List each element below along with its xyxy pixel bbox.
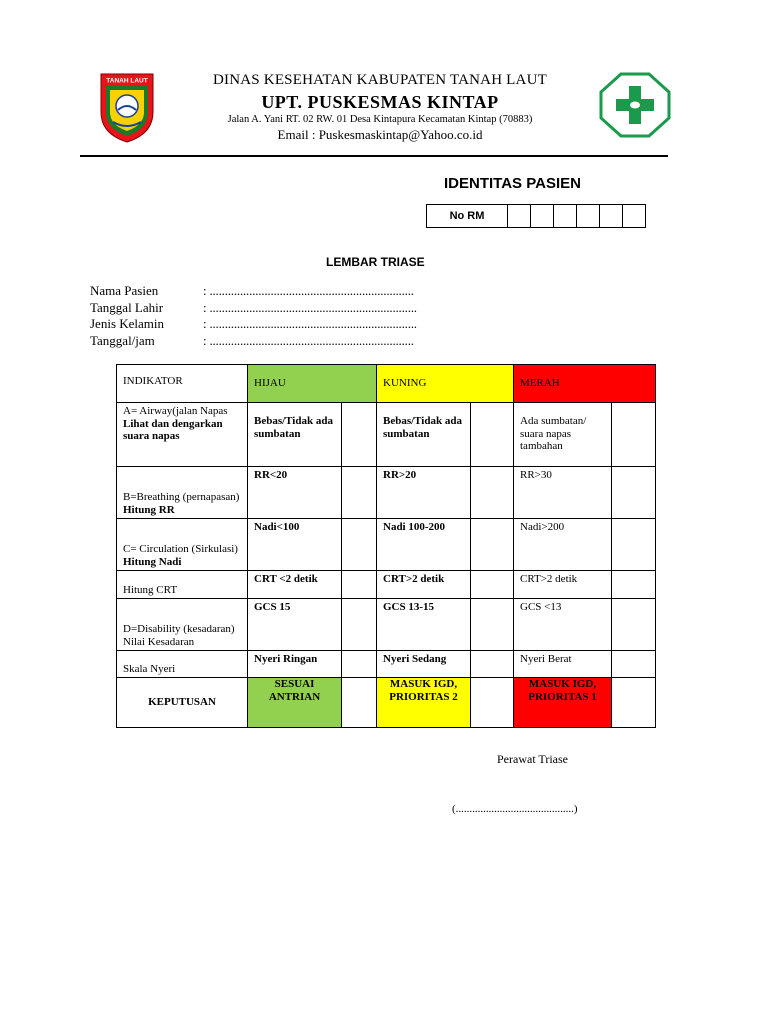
merah-check-box[interactable] (612, 651, 656, 678)
kuning-check-box[interactable] (471, 651, 514, 678)
decision-row (117, 678, 656, 728)
indikator-text: C= Circulation (Sirkulasi) (123, 543, 238, 555)
merah-criteria: RR>30 (514, 467, 612, 519)
indikator-cell (117, 599, 248, 651)
kuning-criteria: RR>20 (377, 467, 471, 519)
decision-kuning: MASUK IGD, PRIORITAS 2 (377, 678, 471, 728)
indikator-text: A= Airway(jalan Napas (123, 405, 228, 417)
indikator-instruction: Lihat dan dengarkan suara napas (123, 417, 223, 442)
kuning-criteria: CRT>2 detik (377, 571, 471, 599)
table-row (117, 403, 656, 467)
kuning-criteria: Nyeri Sedang (377, 651, 471, 678)
kuning-criteria: Bebas/Tidak ada sumbatan (377, 403, 471, 467)
table-header-row (117, 365, 656, 403)
decision-merah-check-box[interactable] (612, 678, 656, 728)
no-rm-label: No RM (427, 205, 508, 227)
form-field-tanggal-jam[interactable]: : ................................................................... (203, 332, 414, 348)
form-label: Tanggal Lahir (90, 299, 164, 315)
kabupaten-logo-text: TANAH LAUT (106, 77, 148, 85)
header-puskesmas-name: UPT. PUSKESMAS KINTAP (261, 92, 499, 112)
form-field-jenis-kelamin[interactable]: : .................................................................... (203, 316, 417, 331)
form-row-tanggal-lahir (90, 300, 417, 317)
hijau-check-box[interactable] (342, 467, 377, 519)
decision-merah: MASUK IGD, PRIORITAS 1 (514, 678, 612, 728)
no-rm-digit-cell[interactable] (508, 205, 531, 227)
merah-criteria: Nyeri Berat (514, 651, 612, 678)
header-divider (80, 155, 668, 157)
hijau-check-box[interactable] (342, 519, 377, 571)
form-field-nama[interactable]: : ................................................................... (203, 283, 414, 298)
hijau-criteria: Nyeri Ringan (248, 651, 342, 678)
decision-hijau: SESUAI ANTRIAN (248, 678, 342, 728)
indikator-instruction: Hitung Nadi (123, 555, 182, 568)
indikator-text: D=Disability (kesadaran) Nilai Kesadaran (123, 623, 235, 648)
hijau-criteria: Nadi<100 (248, 519, 342, 571)
form-row-nama (90, 283, 417, 300)
kabupaten-logo (99, 72, 155, 144)
indikator-text: Hitung CRT (123, 583, 178, 596)
merah-check-box[interactable] (612, 467, 656, 519)
kuning-check-box[interactable] (471, 571, 514, 599)
form-row-jenis-kelamin (90, 316, 417, 333)
table-row (117, 651, 656, 678)
no-rm-box (426, 204, 646, 228)
no-rm-digit-cell[interactable] (623, 205, 645, 227)
hijau-criteria: RR<20 (248, 467, 342, 519)
hijau-check-box[interactable] (342, 571, 377, 599)
table-row (117, 519, 656, 571)
indikator-instruction: Hitung RR (123, 503, 175, 516)
table-row (117, 599, 656, 651)
merah-criteria: GCS <13 (514, 599, 612, 651)
merah-criteria: CRT>2 detik (514, 571, 612, 599)
no-rm-digit-cell[interactable] (554, 205, 577, 227)
merah-check-box[interactable] (612, 403, 656, 467)
header-merah: MERAH (514, 365, 656, 403)
decision-kuning-check-box[interactable] (471, 678, 514, 728)
hijau-criteria: GCS 15 (248, 599, 342, 651)
header-email: Email : Puskesmaskintap@Yahoo.co.id (277, 127, 483, 142)
header-address: Jalan A. Yani RT. 02 RW. 01 Desa Kintapura Kecamatan Kintap (70883) (227, 114, 533, 125)
puskesmas-logo-icon (599, 72, 671, 138)
no-rm-digit-cell[interactable] (577, 205, 600, 227)
merah-check-box[interactable] (612, 519, 656, 571)
hijau-check-box[interactable] (342, 599, 377, 651)
indikator-cell (117, 403, 248, 467)
merah-check-box[interactable] (612, 599, 656, 651)
table-row (117, 571, 656, 599)
hijau-check-box[interactable] (342, 403, 377, 467)
sheet-title: LEMBAR TRIASE (326, 255, 425, 269)
patient-form (90, 283, 417, 349)
indikator-cell (117, 467, 248, 519)
form-label: Nama Pasien (90, 283, 159, 298)
kuning-criteria: GCS 13-15 (377, 599, 471, 651)
kuning-check-box[interactable] (471, 599, 514, 651)
indikator-cell (117, 651, 248, 678)
indikator-text: B=Breathing (pernapasan) (123, 491, 240, 503)
signature-line[interactable]: (...........................................) (452, 803, 578, 815)
form-label: Tanggal/jam (90, 332, 155, 348)
hijau-criteria: Bebas/Tidak ada sumbatan (248, 403, 342, 467)
decision-label: KEPUTUSAN (117, 678, 248, 728)
kuning-check-box[interactable] (471, 519, 514, 571)
header-hijau: HIJAU (248, 365, 377, 403)
form-field-tanggal-lahir[interactable]: : .................................................................... (203, 299, 417, 315)
header-agency: DINAS KESEHATAN KABUPATEN TANAH LAUT (213, 72, 547, 88)
indikator-cell (117, 571, 248, 599)
kuning-criteria: Nadi 100-200 (377, 519, 471, 571)
triage-table (116, 364, 656, 728)
merah-criteria: Nadi>200 (514, 519, 612, 571)
merah-criteria: Ada sumbatan/ suara napas tambahan (514, 403, 612, 467)
kuning-check-box[interactable] (471, 403, 514, 467)
table-row (117, 467, 656, 519)
no-rm-digit-cell[interactable] (531, 205, 554, 227)
form-label: Jenis Kelamin (90, 316, 165, 331)
identity-title: IDENTITAS PASIEN (444, 175, 581, 192)
header-indikator: INDIKATOR (117, 365, 248, 403)
merah-check-box[interactable] (612, 571, 656, 599)
kuning-check-box[interactable] (471, 467, 514, 519)
header-kuning: KUNING (377, 365, 514, 403)
form-row-tanggal-jam (90, 333, 417, 350)
hijau-check-box[interactable] (342, 651, 377, 678)
no-rm-digit-cell[interactable] (600, 205, 623, 227)
indikator-text: Skala Nyeri (123, 662, 176, 675)
decision-hijau-check-box[interactable] (342, 678, 377, 728)
signature-role: Perawat Triase (497, 752, 568, 766)
hijau-criteria: CRT <2 detik (248, 571, 342, 599)
indikator-cell (117, 519, 248, 571)
